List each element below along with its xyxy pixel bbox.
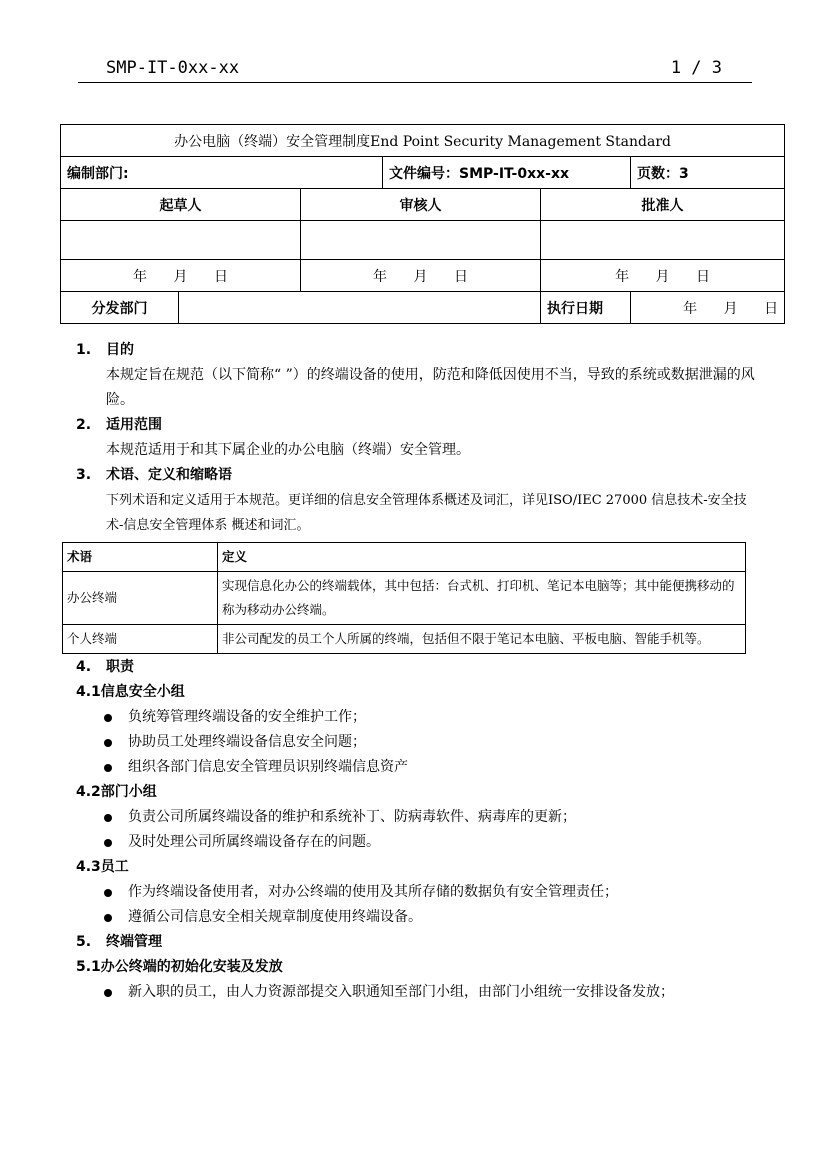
document-info-table (60, 124, 785, 324)
drafter-header: 起草人 (61, 189, 301, 221)
term-cell: 办公终端 (63, 572, 218, 625)
dept-label: 编制部门: (61, 157, 383, 189)
table-row (63, 572, 746, 625)
list-item: 作为终端设备使用者，对办公终端的使用及其所存储的数据负有安全管理责任； (76, 880, 756, 905)
section-4-3-heading: 4.3员工 (76, 859, 129, 875)
document-title: 办公电脑（终端）安全管理制度End Point Security Management Standard (61, 125, 785, 157)
section-4-heading: 4. 职责 (76, 659, 134, 675)
drafter-date: 年 月 日 (61, 260, 301, 292)
section-2-heading: 2. 适用范围 (76, 417, 162, 433)
section-5-heading: 5. 终端管理 (76, 934, 162, 950)
definition-cell: 非公司配发的员工个人所属的终端，包括但不限于笔记本电脑、平板电脑、智能手机等。 (218, 625, 746, 654)
header-page-number: 1 / 3 (670, 58, 722, 78)
approver-date: 年 月 日 (541, 260, 785, 292)
section-4-2-heading: 4.2部门小组 (76, 784, 157, 800)
section-5-1-heading: 5.1办公终端的初始化安装及发放 (76, 959, 283, 975)
section-1-text: 本规定旨在规范（以下简称“ ”）的终端设备的使用，防范和降低因使用不当，导致的系统或数据泄漏的风险。 (106, 367, 755, 408)
section-2-text: 本规范适用于和其下属企业的办公电脑（终端）安全管理。 (106, 442, 470, 458)
reviewer-signature (301, 221, 541, 260)
page-count: 页数：3 (631, 157, 785, 189)
reviewer-header: 审核人 (301, 189, 541, 221)
section-3-heading: 3. 术语、定义和缩略语 (76, 467, 232, 483)
terms-header-term: 术语 (63, 543, 218, 572)
approver-signature (541, 221, 785, 260)
drafter-signature (61, 221, 301, 260)
document-body (67, 338, 756, 1005)
approver-header: 批准人 (541, 189, 785, 221)
exec-date-label: 执行日期 (541, 292, 631, 324)
file-number: 文件编号：SMP-IT-0xx-xx (383, 157, 631, 189)
section-3-text: 下列术语和定义适用于本规范。更详细的信息安全管理体系概述及词汇，详见ISO/IEC 27000 信息技术-安全技术-信息安全管理体系 概述和词汇。 (106, 493, 747, 533)
list-item: 负统筹管理终端设备的安全维护工作； (76, 705, 756, 730)
terms-table (62, 542, 746, 654)
term-cell: 个人终端 (63, 625, 218, 654)
distribution-label: 分发部门 (61, 292, 179, 324)
list-item: 新入职的员工，由人力资源部提交入职通知至部门小组，由部门小组统一安排设备发放； (76, 980, 756, 1005)
list-item: 协助员工处理终端设备信息安全问题； (76, 730, 756, 755)
page-header (78, 58, 752, 83)
header-doc-code: SMP-IT-0xx-xx (106, 58, 240, 78)
section-4-1-heading: 4.1信息安全小组 (76, 684, 185, 700)
definition-cell: 实现信息化办公的终端载体，其中包括：台式机、打印机、笔记本电脑等；其中能便携移动的称为移动办公终端。 (218, 572, 746, 625)
reviewer-date: 年 月 日 (301, 260, 541, 292)
list-item: 负责公司所属终端设备的维护和系统补丁、防病毒软件、病毒库的更新； (76, 805, 756, 830)
exec-date-value: 年 月 日 (631, 292, 785, 324)
list-item: 及时处理公司所属终端设备存在的问题。 (76, 830, 756, 855)
list-item: 组织各部门信息安全管理员识别终端信息资产 (76, 755, 756, 780)
terms-header-definition: 定义 (218, 543, 746, 572)
section-1-heading: 1. 目的 (76, 342, 134, 358)
list-item: 遵循公司信息安全相关规章制度使用终端设备。 (76, 905, 756, 930)
table-row (63, 625, 746, 654)
distribution-value (179, 292, 541, 324)
